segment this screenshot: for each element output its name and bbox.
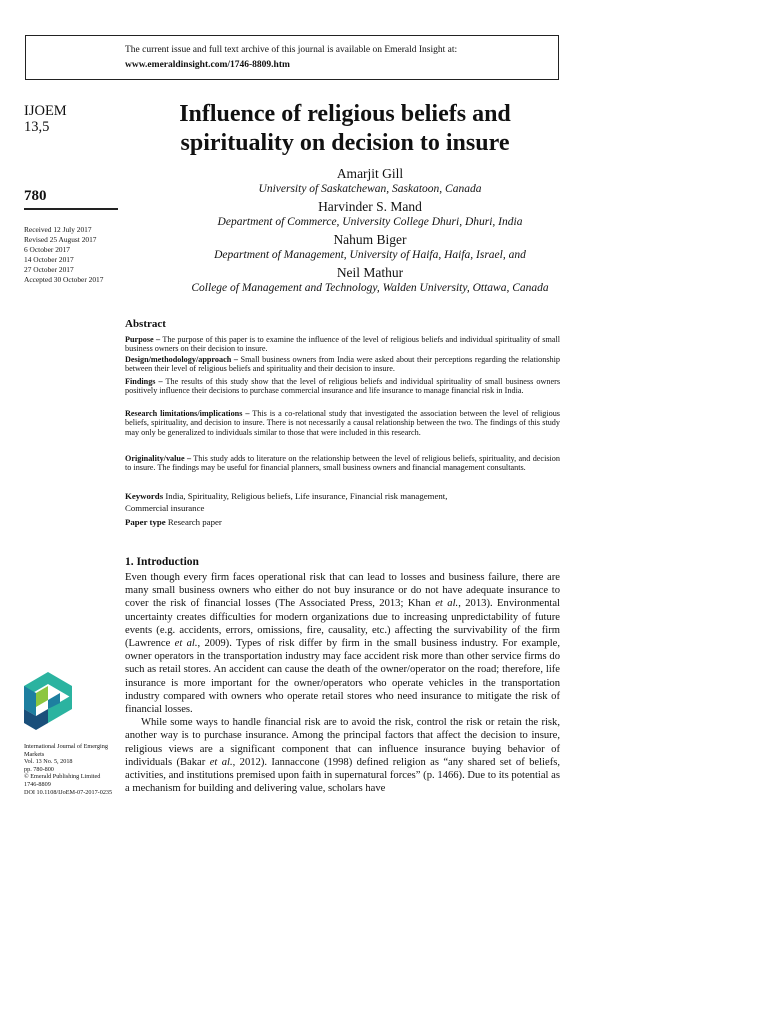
section-label: Purpose – bbox=[125, 335, 161, 344]
text-run: While some ways to handle financial risk are to avoid the risk, control the risk or retain the risk, another way is to purchase insurance. Among the principal factors that affect the decision to insure, religious views are a significant component that can influence insurance buying behavior of individuals (Bakar bbox=[125, 717, 560, 768]
section-text: Small business owners from India were asked about their perceptions regarding the relationship between their level of religious beliefs and spirituality and their decision to insure. bbox=[125, 355, 560, 374]
text-run: et al. bbox=[435, 598, 459, 610]
info-line: © Emerald Publishing Limited bbox=[24, 773, 101, 781]
date-line: Revised 25 August 2017 bbox=[24, 235, 97, 244]
publication-info bbox=[24, 743, 119, 796]
abstract-findings bbox=[125, 377, 560, 396]
section-heading: 1. Introduction bbox=[125, 556, 199, 568]
journal-url-link[interactable]: www.emeraldinsight.com/1746-8809.htm bbox=[125, 60, 290, 70]
article-title bbox=[125, 100, 565, 158]
abstract-research-limitations bbox=[125, 409, 560, 437]
section-text: The purpose of this paper is to examine the influence of the level of religious beliefs and individual spirituality of small business owners on their decision to insure. bbox=[125, 335, 560, 354]
author-name: Amarjit Gill bbox=[336, 166, 404, 181]
publisher-logo-icon bbox=[24, 672, 72, 730]
keywords bbox=[125, 491, 560, 514]
header-box bbox=[25, 35, 559, 80]
text-run: et al. bbox=[174, 638, 198, 650]
introduction-body bbox=[125, 571, 560, 795]
text-run: et al. bbox=[209, 756, 233, 768]
abstract-originality bbox=[125, 454, 560, 473]
abstract-design bbox=[125, 355, 560, 374]
sidebar-divider bbox=[24, 208, 118, 210]
paper-type-text: Research paper bbox=[165, 517, 222, 527]
section-label: Findings – bbox=[125, 377, 163, 386]
date-line: 14 October 2017 bbox=[24, 255, 74, 264]
title-line: Influence of religious beliefs and bbox=[179, 101, 511, 127]
author-affiliation: College of Management and Technology, Walden University, Ottawa, Canada bbox=[191, 282, 549, 294]
date-line: Accepted 30 October 2017 bbox=[24, 275, 104, 284]
keywords-text: Commercial insurance bbox=[125, 502, 205, 513]
header-notice: The current issue and full text archive of this journal is available on Emerald Insight at: bbox=[125, 45, 458, 55]
paper-type-label: Paper type bbox=[125, 517, 166, 527]
info-line: Vol. 13 No. 5, 2018 bbox=[24, 758, 73, 766]
date-line: 6 October 2017 bbox=[24, 245, 70, 254]
keywords-text: India, Spirituality, Religious beliefs, Life insurance, Financial risk management, bbox=[163, 491, 448, 501]
abstract-heading: Abstract bbox=[125, 318, 166, 330]
keywords-label: Keywords bbox=[125, 491, 164, 501]
info-line: DOI 10.1108/IJoEM-07-2017-0235 bbox=[24, 788, 113, 796]
section-label: Originality/value – bbox=[125, 454, 192, 463]
text-run: , 2009). Types of risk differ by firm in the small business industry. For example, owner operators in the transportation industry may face accident risk more than other service firms do such as retail stores. An accident can cause the death of the owner/operator on the road; therefore, life insurance is more important for the owner/operators who operate vehicles in the transportation industry compared with owners who operate retail stores who need insurance to mitigate the risk of financial losses. bbox=[125, 638, 560, 716]
author-name: Nahum Biger bbox=[333, 232, 407, 247]
section-label: Research limitations/implications – bbox=[125, 409, 250, 418]
journal-volume: 13,5 bbox=[24, 119, 50, 135]
author-name: Harvinder S. Mand bbox=[318, 199, 422, 214]
author-affiliation: Department of Management, University of Haifa, Haifa, Israel, and bbox=[214, 249, 526, 261]
submission-dates bbox=[24, 225, 103, 285]
text-run: , 2013). Environmental uncertainty creates difficulties for modern organizations due to increasing unpredictability of future events (e.g. accidents, errors, omissions, fire, causality, etc.) affecting the survivability of the firm (Lawrence bbox=[125, 598, 561, 650]
author-name: Neil Mathur bbox=[336, 265, 404, 280]
date-line: 27 October 2017 bbox=[24, 265, 74, 274]
text-run: Even though every firm faces operational risk that can lead to losses and business failure, there are many small business owners who either do not buy insurance or do not have adequate insurance to cover the risk of financial losses (The Associated Press, 2013; Khan bbox=[125, 572, 560, 610]
paragraph bbox=[125, 571, 560, 716]
page-number: 780 bbox=[24, 188, 47, 204]
section-text: This study adds to literature on the relationship between the level of religious beliefs, spirituality, and decision to insure. The findings may be useful for financial planners, small business owners and financial management consultants. bbox=[125, 454, 560, 473]
info-line: International Journal of Emerging bbox=[24, 743, 108, 750]
section-label: Design/methodology/approach – bbox=[125, 355, 238, 364]
section-text: The results of this study show that the level of religious beliefs and individual spirituality of small business owners positively influence their decisions to purchase commercial insurance and life insurance to manage financial risk in India. bbox=[125, 377, 561, 396]
abstract-purpose bbox=[125, 335, 560, 354]
info-line: Markets bbox=[24, 750, 45, 758]
author-affiliation: University of Saskatchewan, Saskatoon, Canada bbox=[258, 183, 482, 195]
journal-abbreviation: IJOEM bbox=[24, 103, 67, 119]
section-text: This is a co-relational study that investigated the association between the level of religious beliefs, spirituality, and decision to insure. There is not necessarily a causal relationship between the two. The findings of this study may only be generalized to individuals similar to those that were included in this research. bbox=[125, 409, 560, 437]
info-line: 1746-8809 bbox=[24, 780, 51, 788]
author-affiliation: Department of Commerce, University College Dhuri, Dhuri, India bbox=[217, 216, 523, 228]
paragraph bbox=[125, 716, 560, 795]
text-run: , 2012). Iannaccone (1998) defined religion as “any shared set of beliefs, activities, and institutions premised upon faith in supernatural forces” (p. 1466). Due to its potential as a mechanism for building and delivering value, scholars have bbox=[125, 756, 561, 795]
info-line: pp. 780-800 bbox=[24, 765, 54, 773]
date-line: Received 12 July 2017 bbox=[24, 225, 92, 234]
title-line: spirituality on decision to insure bbox=[180, 130, 510, 156]
paper-type bbox=[125, 517, 222, 527]
